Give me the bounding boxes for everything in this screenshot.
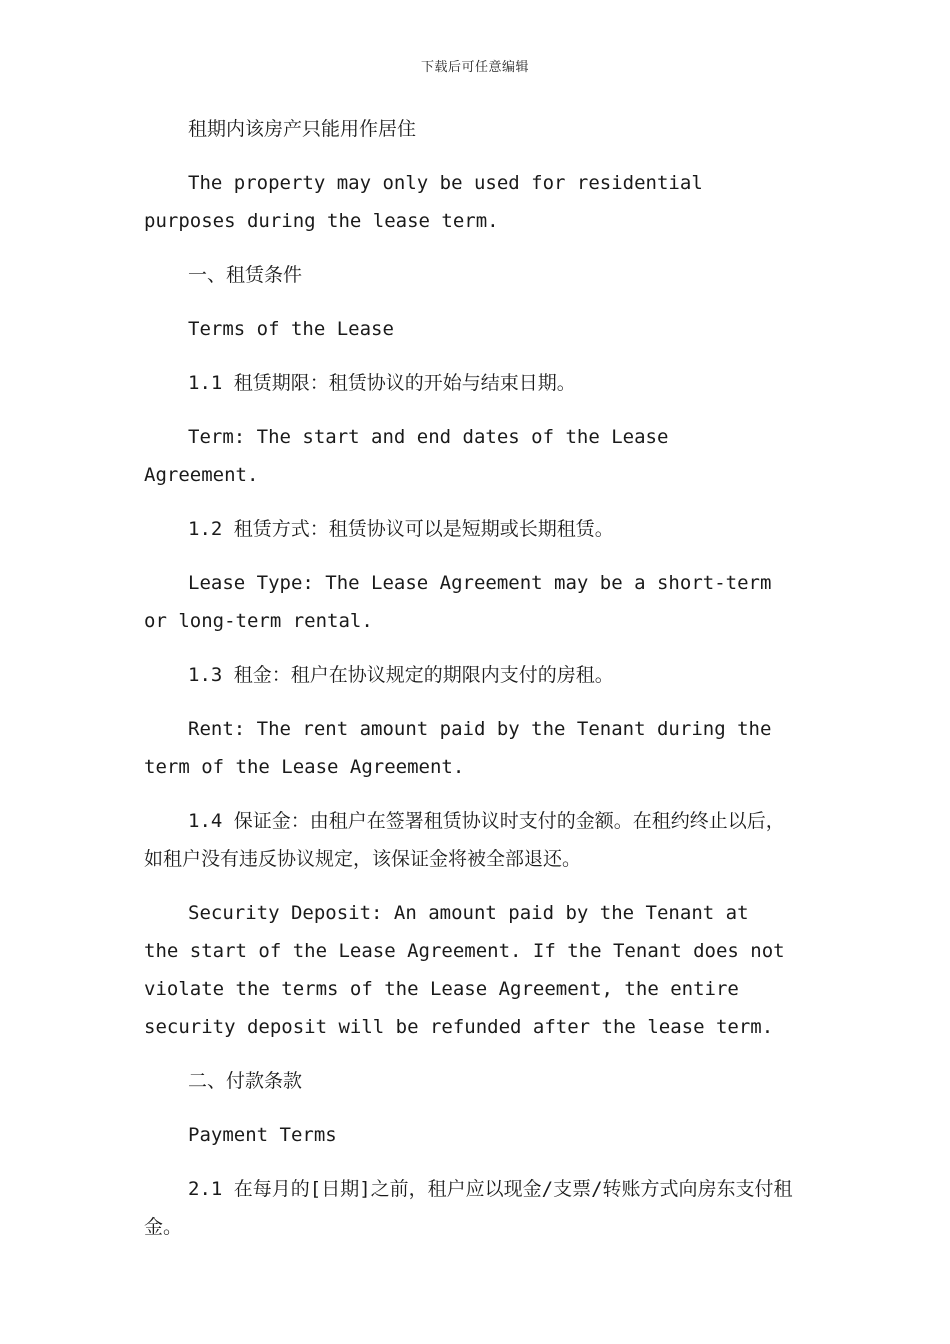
clause-1-3-cn: 1.3 租金：租户在协议规定的期限内支付的房租。	[188, 664, 614, 686]
clause-1-1-en: Term: The start and end dates of the Lease Agreement.	[144, 426, 669, 486]
clause-1-3-en: Rent: The rent amount paid by the Tenant during the term of the Lease Agreement.	[144, 718, 772, 778]
section-heading-payment-en: Payment Terms	[188, 1124, 337, 1146]
clause-2-1-cn: 2.1 在每月的[日期]之前，租户应以现金/支票/转账方式向房东支付租金。	[144, 1178, 793, 1238]
section-heading-lease-terms-cn: 一、租赁条件	[188, 264, 303, 286]
residential-use-cn: 租期内该房产只能用作居住	[188, 118, 417, 140]
residential-use-en: The property may only be used for residential purposes during the lease term.	[144, 172, 703, 232]
clause-1-4-cn: 1.4 保证金：由租户在签署租赁协议时支付的金额。在租约终止以后，如租户没有违反协议规定，该保证金将被全部退还。	[144, 810, 785, 870]
clause-1-1-cn: 1.1 租赁期限：租赁协议的开始与结束日期。	[188, 372, 576, 394]
clause-1-2-cn: 1.2 租赁方式：租赁协议可以是短期或长期租赁。	[188, 518, 614, 540]
clause-1-2-en: Lease Type: The Lease Agreement may be a short-term or long-term rental.	[144, 572, 772, 632]
section-heading-payment-cn: 二、付款条款	[188, 1070, 303, 1092]
section-heading-lease-terms-en: Terms of the Lease	[188, 318, 394, 340]
document-body	[144, 110, 794, 1262]
page-header: 下载后可任意编辑	[420, 60, 529, 75]
clause-1-4-en: Security Deposit: An amount paid by the Tenant at the start of the Lease Agreement. If the Tenant does not violate the terms of the Lease Agreement, the entire security deposit will be refunded after the lease term.	[144, 902, 785, 1038]
